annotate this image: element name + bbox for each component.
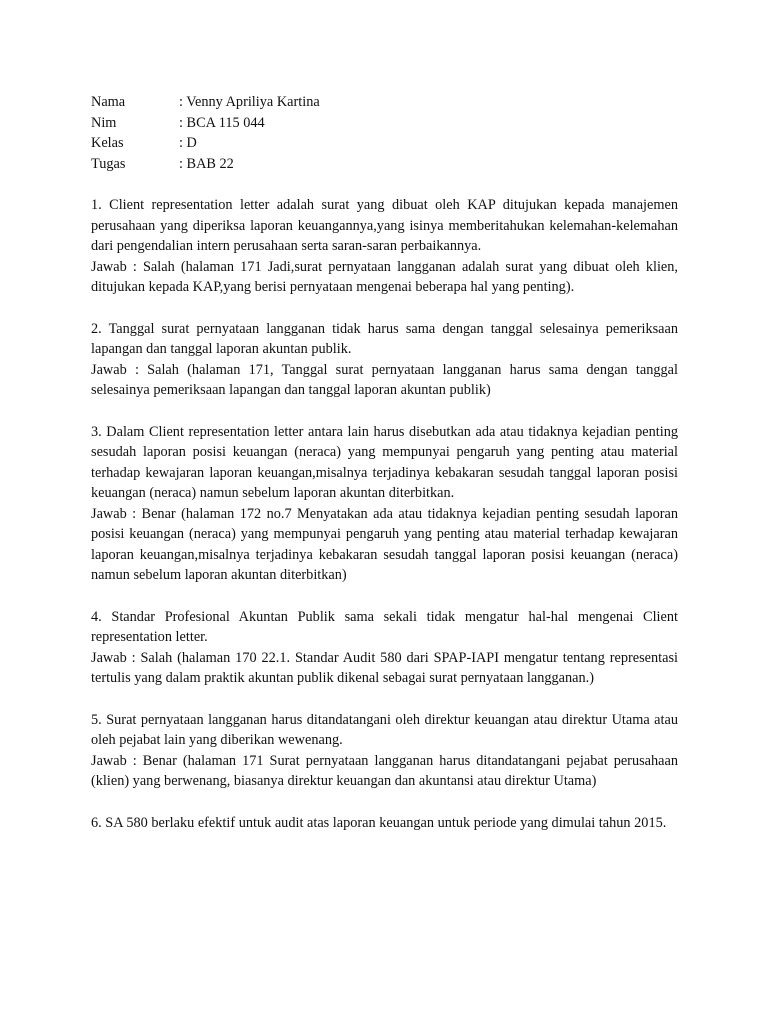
question-block-1 xyxy=(91,195,678,298)
answer-text: Jawab : Salah (halaman 170 22.1. Standar Audit 580 dari SPAP-IAPI mengatur tentang representasi tertulis yang dalam praktik akuntan publik dikenal sebagai surat pernyataan langganan.) xyxy=(91,649,678,686)
question-text: 3. Dalam Client representation letter antara lain harus disebutkan ada atau tidaknya kejadian penting sesudah laporan posisi keuangan (neraca) yang mempunyai pengaruh yang penting atau material terhadap kewajaran laporan keuangan,misalnya terjadinya kebakaran sesudah tanggal laporan posisi keuangan (neraca) namun sebelum laporan akuntan diterbitkan. xyxy=(91,423,678,501)
question-text: 1. Client representation letter adalah surat yang dibuat oleh KAP ditujukan kepada manajemen perusahaan yang diperiksa laporan keuangannya,yang isinya memberitahukan kelemahan-kelemahan dari pengendalian intern perusahaan serta saran-saran perbaikannya. xyxy=(91,197,678,254)
question-text: 4. Standar Profesional Akuntan Publik sama sekali tidak mengatur hal-hal mengenai Client representation letter. xyxy=(91,608,678,645)
info-label: Tugas xyxy=(91,155,126,172)
answer-text: Jawab : Benar (halaman 171 Surat pernyataan langganan harus ditandatangani pejabat perusahaan (klien) yang berwenang, biasanya direktur keuangan dan akuntansi atau direktur Utama) xyxy=(91,752,678,789)
info-value: : D xyxy=(179,135,197,151)
student-info xyxy=(91,92,678,174)
info-row-nama xyxy=(91,92,678,113)
info-row-nim xyxy=(91,113,678,134)
question-block-5 xyxy=(91,710,678,792)
question-text: 2. Tanggal surat pernyataan langganan tidak harus sama dengan tanggal selesainya pemeriksaan lapangan dan tanggal laporan akuntan publik. xyxy=(91,320,678,357)
document-page xyxy=(91,92,678,854)
question-block-4 xyxy=(91,607,678,689)
info-label: Nim xyxy=(91,114,117,131)
question-text: 5. Surat pernyataan langganan harus ditandatangani oleh direktur keuangan atau direktur Utama atau oleh pejabat lain yang diberikan wewenang. xyxy=(91,711,678,748)
question-text: 6. SA 580 berlaku efektif untuk audit atas laporan keuangan untuk periode yang dimulai tahun 2015. xyxy=(91,814,667,831)
info-label: Kelas xyxy=(91,135,124,151)
answer-text: Jawab : Salah (halaman 171 Jadi,surat pernyataan langganan adalah surat yang dibuat oleh klien, ditujukan kepada KAP,yang berisi pernyataan mengenai beberapa hal yang penting). xyxy=(91,258,678,295)
info-value: : Venny Apriliya Kartina xyxy=(179,94,320,110)
question-block-3 xyxy=(91,422,678,586)
answer-text: Jawab : Salah (halaman 171, Tanggal surat pernyataan langganan harus sama dengan tanggal selesainya pemeriksaan lapangan dan tanggal laporan akuntan publik) xyxy=(91,361,678,398)
info-row-tugas xyxy=(91,154,678,175)
info-value: : BCA 115 044 xyxy=(179,114,265,131)
info-label: Nama xyxy=(91,94,126,110)
info-value: : BAB 22 xyxy=(179,155,234,172)
answer-text: Jawab : Benar (halaman 172 no.7 Menyatakan ada atau tidaknya kejadian penting sesudah laporan posisi keuangan (neraca) yang mempunyai pengaruh yang penting atau material terhadap kewajaran laporan keuangan,misalnya terjadinya kebakaran sesudah tanggal laporan posisi keuangan (neraca) namun sebelum laporan akuntan diterbitkan) xyxy=(91,505,678,583)
question-block-6 xyxy=(91,813,678,834)
info-row-kelas xyxy=(91,133,678,154)
question-block-2 xyxy=(91,319,678,401)
